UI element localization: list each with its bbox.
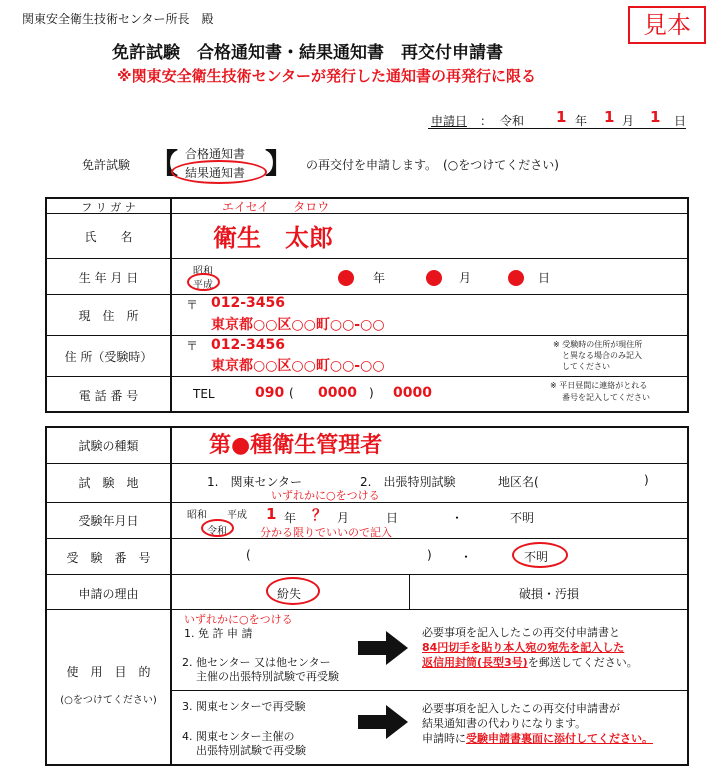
exam-era-circle — [201, 519, 234, 537]
purpose-item-3[interactable]: 3. 関東センターで再受験 — [182, 700, 306, 713]
purpose-item-2b: 主催の出張特別試験で再受験 — [196, 670, 339, 683]
birth-era-circle — [187, 273, 220, 291]
exam-type-value[interactable]: 第●種衛生管理者 — [209, 433, 383, 458]
exam-number-separator: ・ — [460, 550, 473, 564]
birth-day-mark — [508, 270, 524, 286]
exam-number-unknown[interactable]: 不明 — [524, 550, 549, 564]
option-pass-notice[interactable]: 合格通知書 — [185, 147, 246, 161]
exam-label-divider — [170, 426, 172, 766]
birth-year-mark — [338, 270, 354, 286]
reason-label: 申請の理由 — [78, 587, 139, 601]
reissue-prefix: 免許試験 — [82, 158, 131, 172]
exam-place-label: 試 験 地 — [78, 476, 139, 490]
exam-address-zip[interactable]: 012-3456 — [211, 337, 285, 353]
application-time-text: 申請時に — [422, 732, 466, 745]
row-divider — [45, 258, 689, 259]
reason-circle — [266, 577, 320, 605]
application-date-colon: ： — [480, 114, 493, 128]
address-label: 現 住 所 — [78, 309, 139, 323]
addressee: 関東安全衛生技術センター所長 殿 — [22, 12, 214, 26]
exam-date-day-unit: 日 — [386, 511, 399, 525]
exam-address-note-1: ※ 受験時の住所が現住所 — [553, 340, 643, 349]
purpose-item-2a[interactable]: 2. 他センター 又は他センター — [182, 656, 331, 669]
exam-era-reiwa[interactable]: 令和 — [207, 526, 227, 537]
birth-month-unit: 月 — [459, 271, 472, 285]
purpose-label: 使 用 目 的 — [66, 665, 151, 679]
exam-date-year-unit: 年 — [284, 511, 297, 525]
purpose-item-4b: 出張特別試験で再受験 — [196, 744, 306, 757]
arrow-right-icon — [358, 705, 408, 739]
phone-part-1[interactable]: 090 — [255, 385, 285, 401]
purpose-divider — [170, 690, 689, 691]
phone-note-2: 番号を記入してください — [562, 393, 650, 402]
exam-date-separator: ・ — [451, 511, 464, 525]
exam-date-unknown[interactable]: 不明 — [510, 511, 535, 525]
furigana-value[interactable]: エイセイ タロウ — [222, 200, 330, 214]
exam-place-note: いずれかに○をつける — [271, 489, 380, 502]
exam-address-label: 住 所（受験時） — [64, 350, 153, 364]
row-divider — [45, 335, 689, 336]
purpose-note: いずれかに○をつける — [184, 613, 293, 626]
phone-paren-open: ( — [289, 386, 294, 400]
row-divider — [45, 294, 689, 295]
instruction-2-line-1: 必要事項を記入したこの再交付申請書が — [422, 702, 620, 715]
exam-postal-mark: 〒 — [186, 339, 199, 353]
exam-place-option-1[interactable]: 1. 関東センター — [207, 475, 302, 489]
phone-part-2[interactable]: 0000 — [318, 385, 357, 401]
application-month-unit: 月 — [622, 114, 635, 128]
row-divider — [45, 463, 689, 464]
form-title: 免許試験 合格通知書・結果通知書 再交付申請書 — [112, 43, 503, 63]
exam-region-close: ) — [644, 473, 649, 487]
exam-number-paren-close: ) — [427, 548, 432, 562]
exam-date-year[interactable]: 1 — [266, 505, 277, 523]
reason-option-damaged[interactable]: 破損・汚損 — [519, 587, 580, 601]
reason-divider — [409, 574, 410, 609]
row-divider — [45, 376, 689, 377]
exam-date-note: 分かる限りでいいので記入 — [260, 526, 392, 539]
address-value[interactable]: 東京都○○区○○町○○-○○ — [211, 317, 385, 333]
application-day[interactable]: 1 — [650, 108, 661, 126]
return-envelope-text: 返信用封筒(長型3号) — [422, 656, 528, 669]
name-label: 氏 名 — [84, 230, 133, 244]
birth-era-showa[interactable]: 昭和 — [193, 266, 213, 277]
exam-date-month[interactable]: ？ — [312, 506, 328, 524]
exam-type-label: 試験の種類 — [78, 439, 139, 453]
application-month[interactable]: 1 — [604, 108, 615, 126]
instruction-2-line-2: 結果通知書の代わりになります。 — [422, 717, 587, 730]
reason-option-lost[interactable]: 紛失 — [277, 587, 302, 601]
reissue-suffix: の再交付を申請します。 (○をつけてください) — [306, 158, 559, 172]
furigana-label: フ リ ガ ナ — [81, 201, 136, 214]
row-divider — [45, 574, 689, 575]
exam-era-showa[interactable]: 昭和 — [187, 510, 207, 521]
birth-era-heisei[interactable]: 平成 — [193, 280, 213, 291]
arrow-right-icon — [358, 631, 408, 665]
form-subtitle: ※関東安全衛生技術センターが発行した通知書の再発行に限る — [117, 67, 536, 85]
application-date-label: 申請日 — [431, 114, 468, 128]
personal-label-divider — [170, 197, 172, 413]
bracket-open: 【 — [150, 147, 179, 180]
option-result-notice[interactable]: 結果通知書 — [185, 166, 246, 180]
birth-label: 生 年 月 日 — [78, 271, 139, 285]
phone-note-1: ※ 平日昼間に連絡がとれる — [550, 381, 648, 390]
exam-address-note-3: してください — [562, 362, 610, 371]
application-year-unit: 年 — [575, 114, 588, 128]
birth-month-mark — [426, 270, 442, 286]
exam-place-option-2[interactable]: 2. 出張特別試験 — [360, 475, 456, 489]
exam-region-label: 地区名( — [498, 475, 539, 489]
phone-prefix: TEL — [193, 387, 215, 401]
bracket-close: 】 — [265, 147, 294, 180]
exam-number-circle — [512, 542, 568, 568]
application-year[interactable]: 1 — [556, 108, 567, 126]
sample-stamp: 見本 — [628, 6, 706, 44]
exam-address-value[interactable]: 東京都○○区○○町○○-○○ — [211, 358, 385, 374]
application-date-underline — [428, 128, 686, 129]
birth-day-unit: 日 — [538, 271, 551, 285]
phone-label: 電 話 番 号 — [78, 389, 139, 403]
instruction-1-line-1: 必要事項を記入したこの再交付申請書と — [422, 626, 620, 639]
selected-circle — [171, 160, 267, 184]
mail-text: を郵送してください。 — [527, 656, 638, 669]
application-date-era: 令和 — [500, 114, 525, 128]
address-zip[interactable]: 012-3456 — [211, 295, 285, 311]
purpose-item-4a[interactable]: 4. 関東センター主催の — [182, 730, 295, 743]
application-day-unit: 日 — [674, 114, 687, 128]
phone-part-3[interactable]: 0000 — [393, 385, 432, 401]
row-divider — [45, 609, 689, 610]
exam-date-label: 受験年月日 — [78, 514, 139, 528]
purpose-sub: (○をつけてください) — [60, 695, 157, 706]
exam-era-heisei[interactable]: 平成 — [227, 510, 247, 521]
exam-date-month-unit: 月 — [337, 511, 350, 525]
purpose-item-1[interactable]: 1. 免 許 申 請 — [184, 627, 253, 640]
name-value[interactable]: 衛生 太郎 — [213, 224, 333, 252]
exam-number-paren-open: ( — [246, 548, 251, 562]
instruction-2-line-3 — [422, 730, 653, 746]
postal-mark: 〒 — [186, 298, 199, 312]
birth-year-unit: 年 — [373, 271, 386, 285]
exam-address-note-2: と異なる場合のみ記入 — [562, 351, 642, 360]
attach-instruction-text: 受験申請書裏面に添付してください。 — [466, 732, 653, 745]
phone-paren-close: ) — [369, 386, 374, 400]
instruction-1-line-3 — [422, 654, 638, 670]
instruction-1-line-2: 84円切手を貼り本人宛の宛先を記入した — [422, 641, 625, 654]
exam-number-label: 受 験 番 号 — [66, 551, 151, 565]
